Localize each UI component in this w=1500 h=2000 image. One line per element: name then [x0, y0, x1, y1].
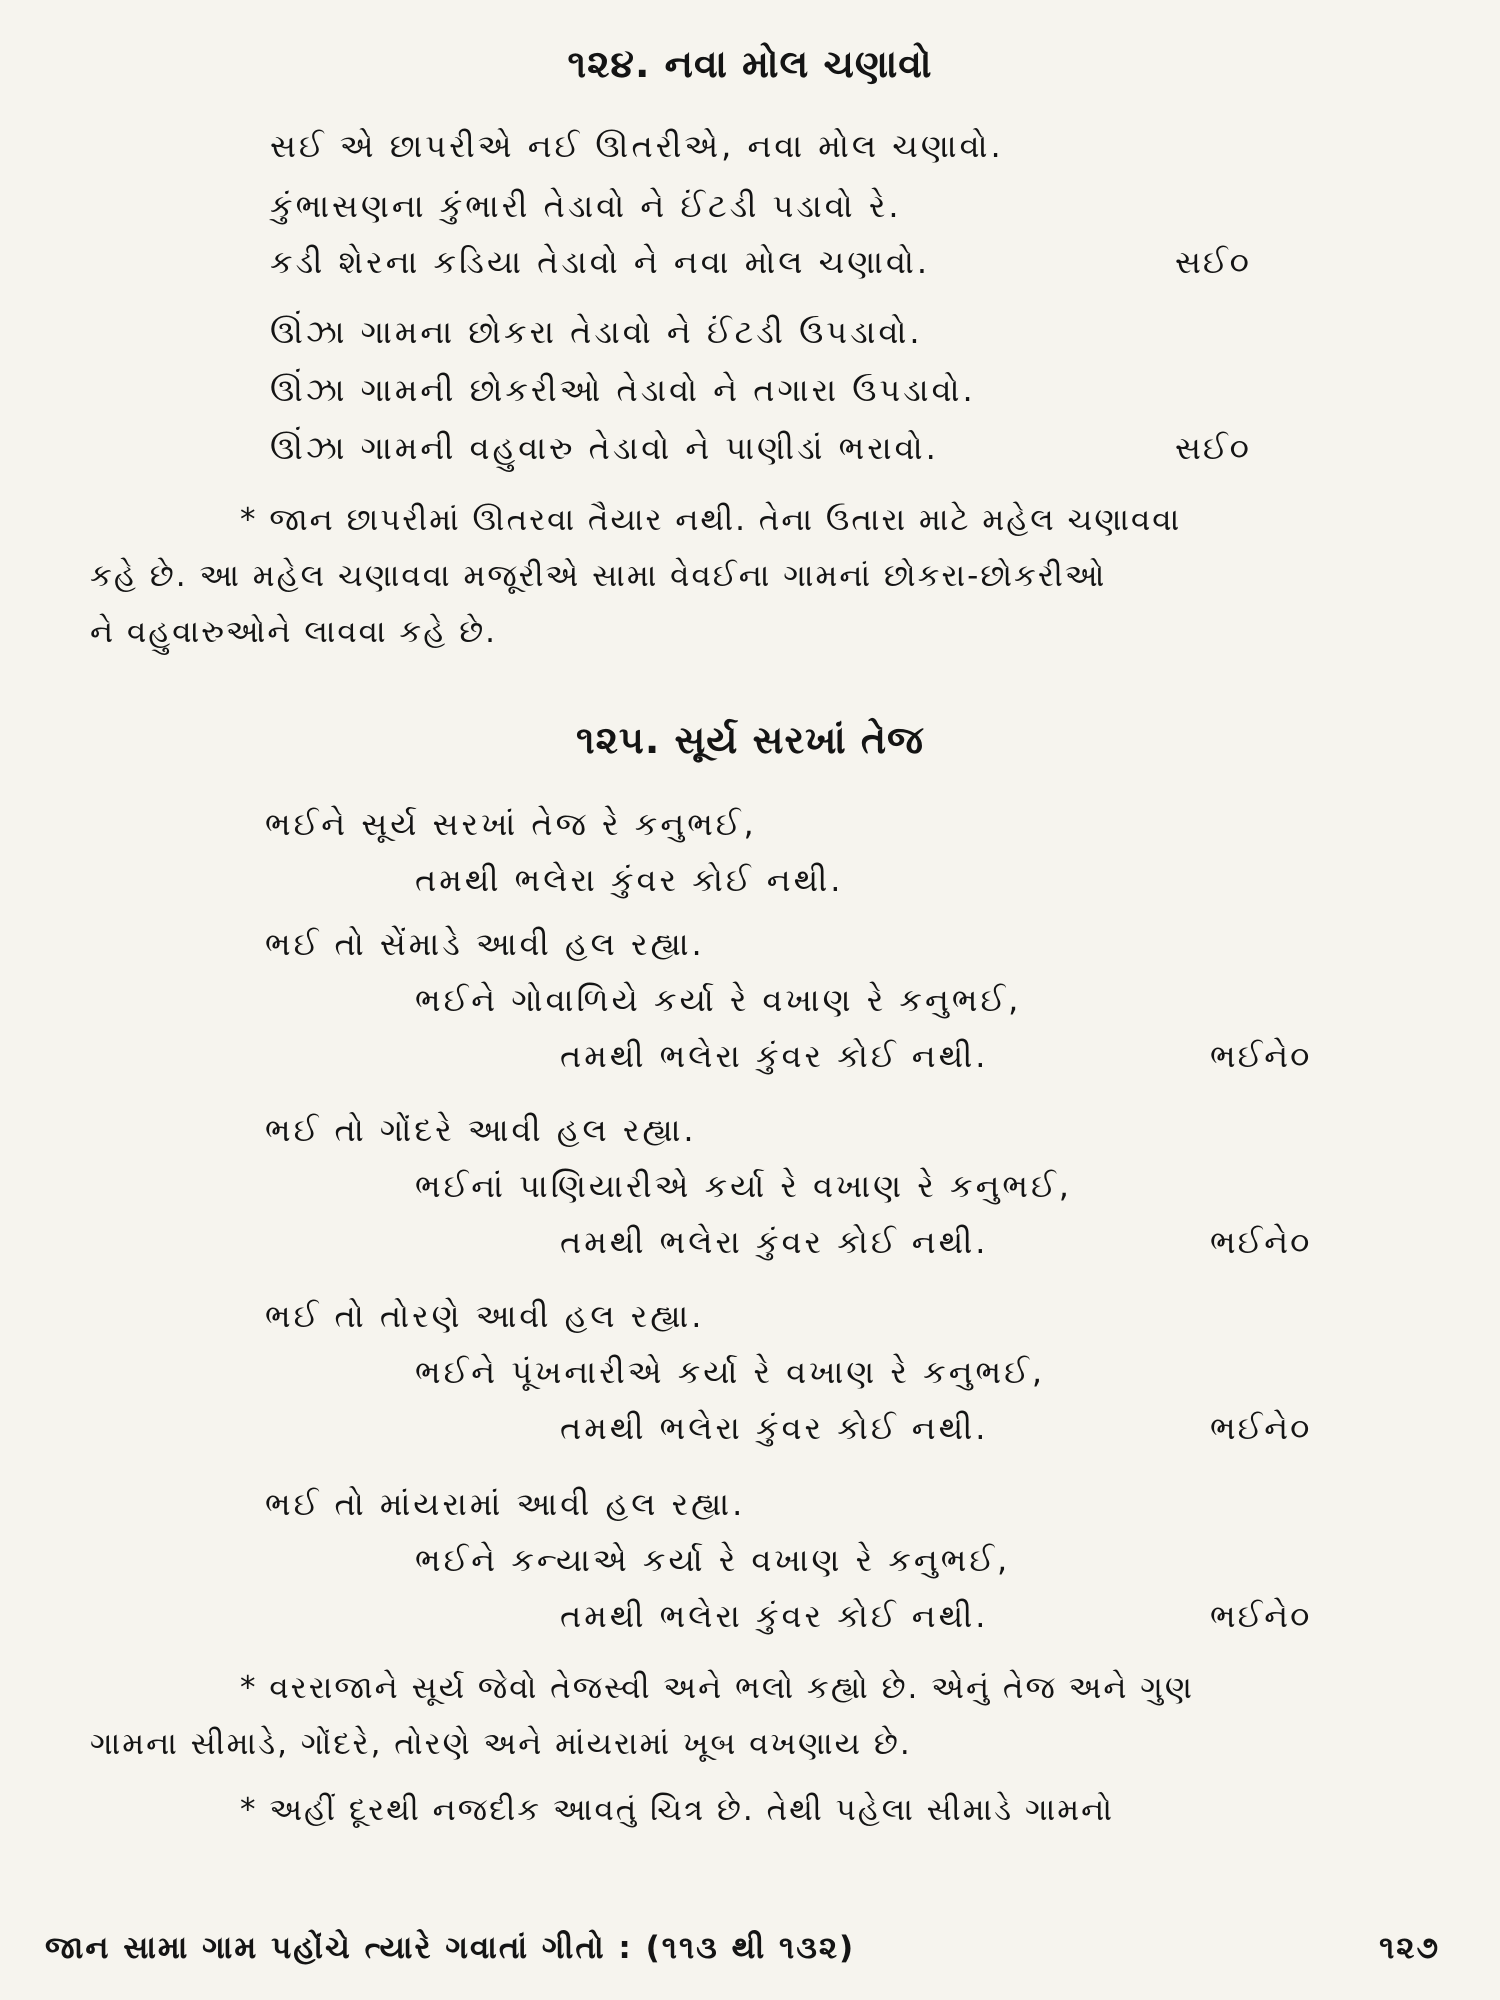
song-125-line-8: તમથી ભલેરા કુંવર કોઈ નથી.	[560, 1223, 989, 1261]
song-124-note-line-3: ને વહુવારુઓને લાવવા કહે છે.	[90, 614, 498, 650]
song-124-line-6: ઊંઝા ગામની વહુવારુ તેડાવો ને પાણીડાં ભરાવો.	[270, 429, 939, 467]
song-125-refrain-3: ભઈને૦	[1210, 1409, 1312, 1447]
song-124-line-2: કુંભાસણના કુંભારી તેડાવો ને ઈંટડી પડાવો રે.	[270, 187, 902, 225]
song-124-line-5: ઊંઝા ગામની છોકરીઓ તેડાવો ને તગારા ઉપડાવો.	[270, 371, 976, 409]
song-125-note-line-2: ગામના સીમાડે, ગોંદરે, તોરણે અને માંયરામાં ખૂબ વખણાય છે.	[90, 1726, 912, 1762]
song-125-line-9: ભઈ તો તોરણે આવી હલ રહ્યા.	[265, 1297, 705, 1335]
song-125-line-6: ભઈ તો ગોંદરે આવી હલ રહ્યા.	[265, 1111, 697, 1149]
song-125-line-10: ભઈને પૂંખનારીએ કર્યા રે વખાણ રે કનુભઈ,	[415, 1353, 1046, 1391]
song-124-refrain-2: સઈ૦	[1175, 429, 1251, 467]
song-125-line-4: ભઈને ગોવાળિયે કર્યા રે વખાણ રે કનુભઈ,	[415, 981, 1022, 1019]
song-125-line-12: ભઈ તો માંયરામાં આવી હલ રહ્યા.	[265, 1485, 746, 1523]
song-125-line-2: તમથી ભલેરા કુંવર કોઈ નથી.	[415, 861, 844, 899]
song-125-line-11: તમથી ભલેરા કુંવર કોઈ નથી.	[560, 1409, 989, 1447]
song-124-line-1: સઈ એ છાપરીએ નઈ ઊતરીએ, નવા મોલ ચણાવો.	[270, 127, 1004, 165]
song-124-line-3: કડી શેરના કડિયા તેડાવો ને નવા મોલ ચણાવો.	[270, 243, 931, 281]
running-footer-title: જાન સામા ગામ પહોંચે ત્યારે ગવાતાં ગીતો : (૧૧૩ થી ૧૩૨)	[45, 1930, 856, 1966]
song-125-note-line-3: * અહીં દૂરથી નજદીક આવતું ચિત્ર છે. તેથી પહેલા સીમાડે ગામનો	[240, 1792, 1114, 1828]
song-124-note-line-1: * જાન છાપરીમાં ઊતરવા તૈયાર નથી. તેના ઉતારા માટે મહેલ ચણાવવા	[240, 502, 1182, 538]
song-124-title: ૧૨૪. નવા મોલ ચણાવો	[567, 42, 933, 86]
song-124-refrain-1: સઈ૦	[1175, 243, 1251, 281]
song-125-line-5: તમથી ભલેરા કુંવર કોઈ નથી.	[560, 1037, 989, 1075]
song-125-refrain-4: ભઈને૦	[1210, 1597, 1312, 1635]
page-number: ૧૨૭	[1379, 1930, 1440, 1966]
song-125-line-14: તમથી ભલેરા કુંવર કોઈ નથી.	[560, 1597, 989, 1635]
song-125-line-1: ભઈને સૂર્ય સરખાં તેજ રે કનુભઈ,	[265, 805, 757, 843]
song-124-note-line-2: કહે છે. આ મહેલ ચણાવવા મજૂરીએ સામા વેવઈના ગામનાં છોકરા-છોકરીઓ	[90, 558, 1107, 594]
song-124-line-4: ઊંઝા ગામના છોકરા તેડાવો ને ઈંટડી ઉપડાવો.	[270, 313, 923, 351]
song-125-line-7: ભઈનાં પાણિયારીએ કર્યા રે વખાણ રે કનુભઈ,	[415, 1167, 1072, 1205]
song-125-note-line-1: * વરરાજાને સૂર્ય જેવો તેજસ્વી અને ભલો કહ્યો છે. એનું તેજ અને ગુણ	[240, 1670, 1194, 1706]
song-125-title: ૧૨૫. સૂર્ય સરખાં તેજ	[575, 718, 925, 762]
song-125-refrain-1: ભઈને૦	[1210, 1037, 1312, 1075]
song-125-line-13: ભઈને કન્યાએ કર્યા રે વખાણ રે કનુભઈ,	[415, 1541, 1011, 1579]
song-125-line-3: ભઈ તો સેંમાડે આવી હલ રહ્યા.	[265, 925, 705, 963]
song-125-refrain-2: ભઈને૦	[1210, 1223, 1312, 1261]
